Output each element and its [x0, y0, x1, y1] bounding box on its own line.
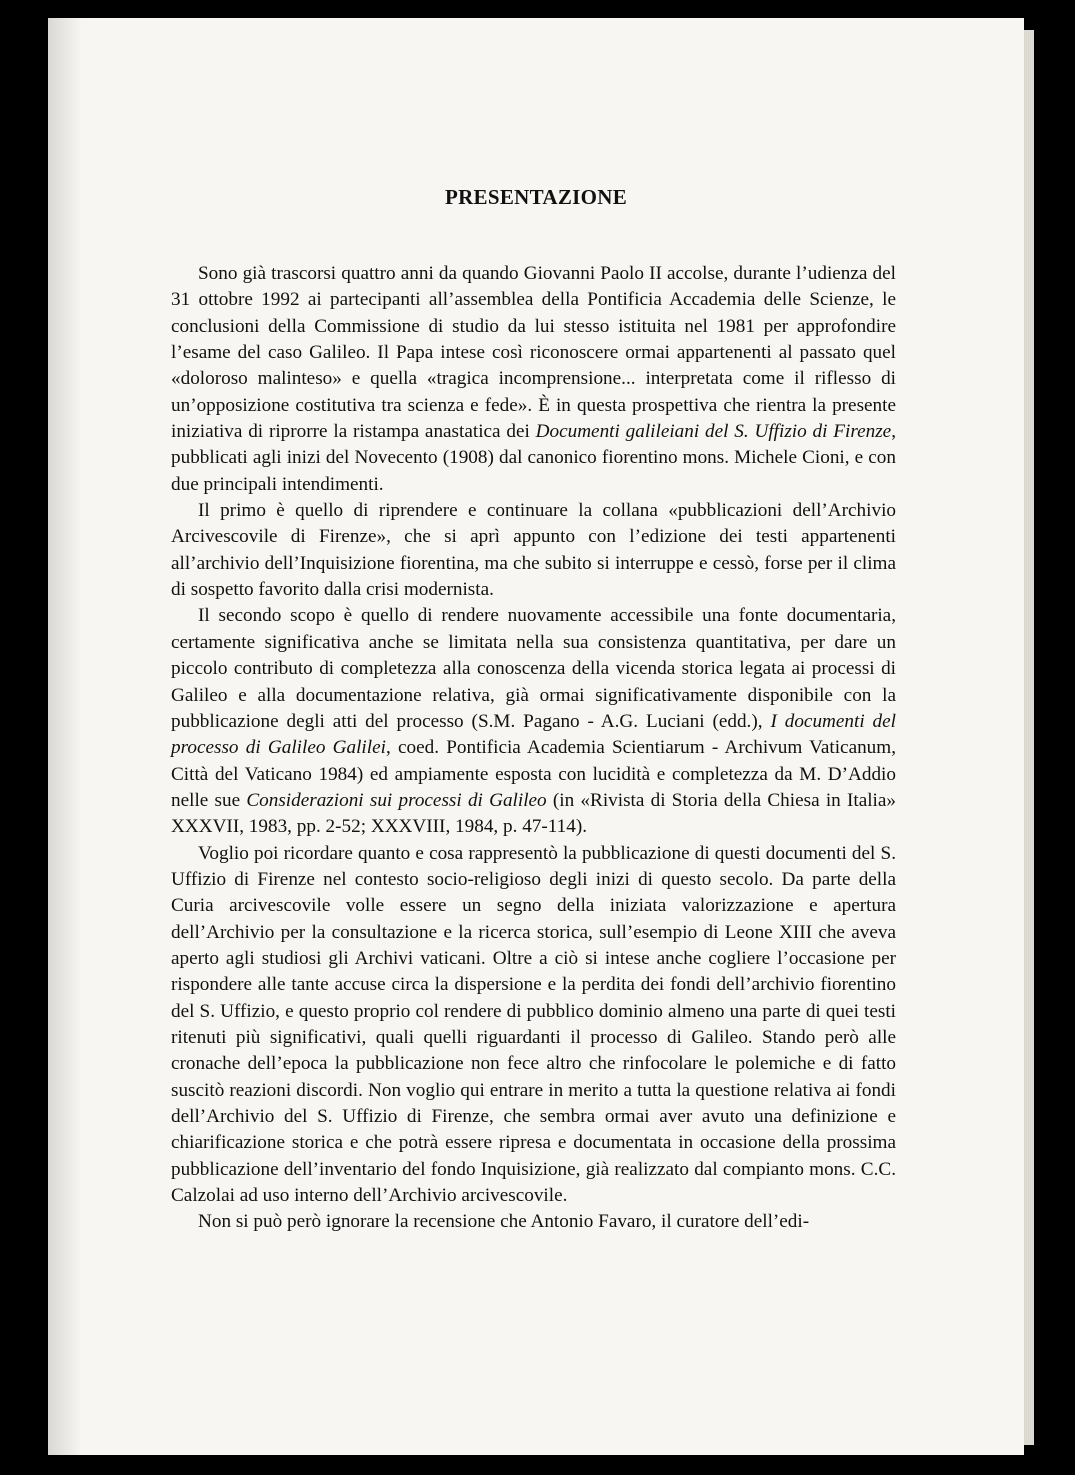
paragraph-4: Voglio poi ricordare quanto e cosa rappresentò la pubblicazione di questi documenti del S. Uffizio di Firenze nel contesto socio-religioso degli inizi di questo secolo. Da parte della Curia arcivescovile volle essere un segno della iniziata valorizzazione e apertura dell’Archivio per la consultazione e la ricerca storica, sull’esempio di Leone XIII che aveva aperto agli studiosi gli Archivi vaticani. Oltre a ciò si intese anche cogliere l’occasione per rispondere alle tante accuse circa la dispersione e la perdita dei fondi dell’archivio fiorentino del S. Uffizio, e questo proprio col rendere di pubblico dominio almeno una parte di quei testi ritenuti più significativi, quali quelli riguardanti il processo di Galileo. Stando però alle cronache dell’epoca la pubblicazione non fece altro che rinfocolare le polemiche e di fatto suscitò reazioni discordi. Non voglio qui entrare in merito a tutta la questione relativa ai fondi dell’Archivio del S. Uffizio di Firenze, che sembra ormai aver avuto una definizione e chiarificazione storica e che potrà essere ripresa e documentata in occasione della prossima pubblicazione dell’inventario del fondo Inquisizione, già realizzato dal compianto mons. C.C. Calzolai ad uso interno dell’Archivio arcivescovile. [171, 842, 896, 1207]
gutter-shadow [48, 18, 82, 1455]
body-text [171, 261, 896, 1236]
paragraph-5: Non si può però ignorare la recensione che Antonio Favaro, il curatore dell’edi- [198, 1211, 810, 1233]
italic-title-considerazioni: Considerazioni sui processi di Galileo [246, 789, 547, 811]
paragraph-2: Il primo è quello di riprendere e continuare la collana «pubblicazioni dell’Archivio Arcivescovile di Firenze», che si aprì appunto con l’edizione dei testi appartenenti all’archivio dell’Inquisizione fiorentina, ma che subito si interruppe e cessò, forse per il clima di sospetto favorito dalla crisi modernista. [171, 500, 896, 601]
book-page [48, 18, 1024, 1455]
page-title: PRESENTAZIONE [444, 185, 628, 209]
paragraph-1: Sono già trascorsi quattro anni da quando Giovanni Paolo II accolse, durante l’udienza del 31 ottobre 1992 ai partecipanti all’assemblea della Pontificia Accademia delle Scienze, le conclusioni della Commissione di studio da lui stesso istituita nel 1981 per approfondire l’esame del caso Galileo. Il Papa intese così riconoscere ormai appartenenti al passato quel «doloroso malinteso» e quella «tragica incomprensione... interpretata come il riflesso di un’opposizione costitutiva tra scienza e fede». È in questa prospettiva che rientra la presente iniziativa di riprorre la ristampa anastatica dei Documenti galileiani del S. Uffizio di Firenze, pubblicati agli inizi del Novecento (1908) dal canonico fiorentino mons. Michele Cioni, e con due principali intendimenti. [171, 263, 896, 495]
italic-title-documenti: Documenti galileiani del S. Uffizio di Firenze [535, 421, 892, 443]
italic-title-processo: I documenti del processo di Galileo Galilei [171, 710, 897, 759]
paragraph-3: Il secondo scopo è quello di rendere nuovamente accessibile una fonte documentaria, certamente significativa anche se limitata nella sua consistenza quantitativa, per dare un piccolo contributo di completezza alla conoscenza della vicenda storica legata ai processi di Galileo e alla documentazione relativa, già ormai significativamente disponibile con la pubblicazione degli atti del processo (S.M. Pagano - A.G. Luciani (edd.), I documenti del processo di Galileo Galilei, coed. Pontificia Academia Scientiarum - Archivum Vaticanum, Città del Vaticano 1984) ed ampiamente esposta con lucidità e completezza da M. D’Addio nelle sue Considerazioni sui processi di Galileo (in «Rivista di Storia della Chiesa in Italia» XXXVII, 1983, pp. 2-52; XXXVIII, 1984, p. 47-114). [171, 605, 897, 838]
